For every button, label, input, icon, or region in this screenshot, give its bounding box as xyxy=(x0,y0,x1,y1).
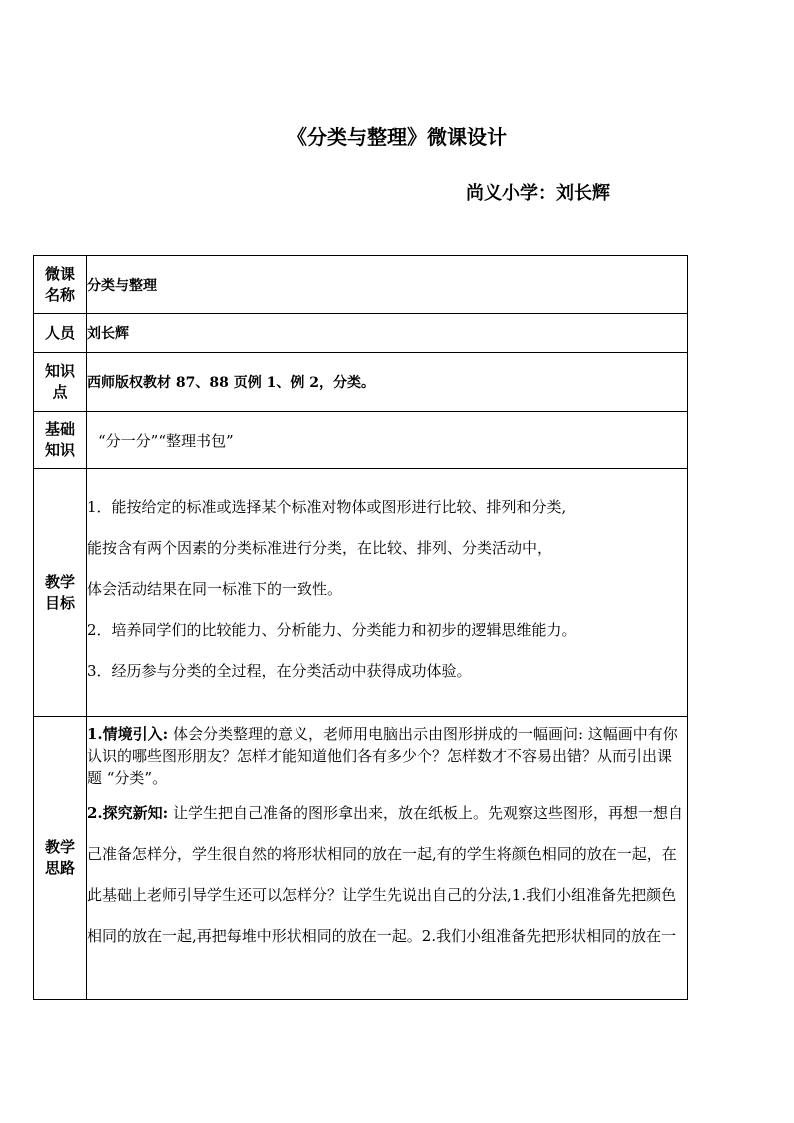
idea-heading-2: 2.探究新知: xyxy=(87,804,169,822)
author-line: 尚义小学：刘长辉 xyxy=(466,183,610,204)
row-course-name xyxy=(34,256,688,314)
label-knowledge: 知识点 xyxy=(34,353,87,412)
row-goals xyxy=(34,469,688,717)
value-person: 刘长辉 xyxy=(87,314,688,353)
label-course-name: 微课名称 xyxy=(34,256,87,314)
value-basis: “分一分”“整理书包” xyxy=(87,412,688,469)
goal-line: 能按含有两个因素的分类标准进行分类，在比较、排列、分类活动中， xyxy=(87,539,553,557)
label-ideas: 教学思路 xyxy=(34,717,87,1000)
row-knowledge xyxy=(34,353,688,412)
value-course-name: 分类与整理 xyxy=(87,256,688,314)
label-basis: 基础知识 xyxy=(34,412,87,469)
idea-text-1: 体会分类整理的意义，老师用电脑出示由图形拼成的一幅画问: 这幅画中有你认识的哪些图形朋友？怎样才能知道他们各有多少个？怎样数才不容易出错？从而引出课题 “分类”。 xyxy=(87,725,678,787)
value-knowledge: 西师版权教材 87、88 页例 1、例 2，分类。 xyxy=(87,353,688,412)
goal-line: 1．能按给定的标准或选择某个标准对物体或图形进行比较、排列和分类, xyxy=(87,498,567,516)
idea-heading-1: 1.情境引入: xyxy=(87,725,169,743)
row-ideas xyxy=(34,717,688,1000)
goal-line: 2．培养同学们的比较能力、分析能力、分类能力和初步的逻辑思维能力。 xyxy=(87,621,577,639)
row-basis xyxy=(34,412,688,469)
label-person: 人员 xyxy=(34,314,87,353)
document-title: 《分类与整理》微课设计 xyxy=(287,125,507,149)
goal-line: 体会活动结果在同一标准下的一致性。 xyxy=(87,580,343,598)
idea-paragraph-1 xyxy=(87,717,683,789)
label-goals: 教学目标 xyxy=(34,469,87,717)
idea-text-2: 让学生把自己准备的图形拿出来，放在纸板上。先观察这些图形，再想一想自己准备怎样分，学生很自然的将形状相同的放在一起,有的学生将颜色相同的放在一起，在此基础上老师引导学生还可以怎样分？让学生先说出自己的分法,1.我们小组准备先把颜色相同的放在一起,再把每堆中形状相同的放在一起。2.我们小组准备先把形状相同的放在一 xyxy=(87,804,683,945)
row-person xyxy=(34,314,688,353)
value-ideas xyxy=(87,717,688,1000)
idea-paragraph-2 xyxy=(87,793,683,957)
value-goals xyxy=(87,469,688,717)
lesson-table xyxy=(33,255,688,1000)
goal-line: 3．经历参与分类的全过程，在分类活动中获得成功体验。 xyxy=(87,662,472,680)
